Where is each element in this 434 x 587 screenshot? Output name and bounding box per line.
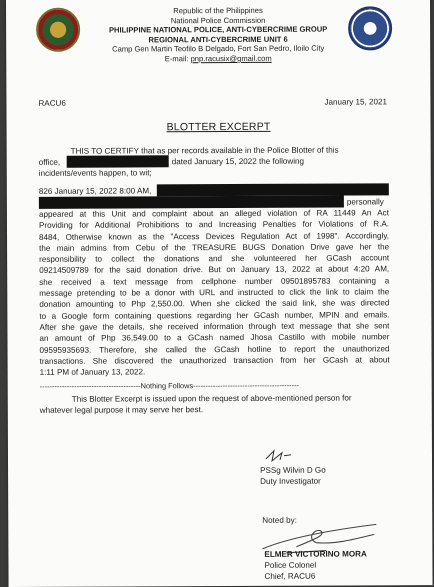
narrative-line: Providing for Additional Prohibitions to and Increasing Penalties for Violations of R.A. bbox=[38, 219, 390, 231]
email-link[interactable]: pnp.racusix@gmail.com bbox=[190, 53, 272, 64]
narrative-line: an amount of Php 36,549.00 to a GCash named Jhosa Castillo with mobile number bbox=[39, 332, 390, 344]
narrative-line: to a Google form containing questions regarding her GCash number, MPIN and emails. bbox=[39, 310, 390, 321]
intro-line1: THIS TO CERTIFY that as per records available in the Police Blotter of this bbox=[70, 145, 339, 156]
narrative-line: she received a text message from cellphone number 09501895783 containing a bbox=[39, 276, 390, 287]
narrative-line: 8484, Otherwise known as the "Access Devices Regulation Act of 1998". Accordingly, bbox=[39, 230, 390, 242]
email-label: E-mail: bbox=[164, 54, 189, 64]
redaction-bar bbox=[67, 155, 169, 167]
chief-title: Chief, RACU6 bbox=[264, 571, 316, 581]
document-date: January 15, 2021 bbox=[324, 97, 388, 107]
narrative-line: donation amounting to Php 2,550.00. When she clicked the said link, she was directed bbox=[39, 298, 390, 310]
entry-tail: personally bbox=[346, 197, 384, 207]
chief-name: ELMER VICTORINO MORA bbox=[264, 549, 367, 559]
chief-rank: Police Colonel bbox=[264, 560, 317, 570]
letterhead-line2: National Police Commission bbox=[170, 15, 266, 25]
narrative-line: message pretending to be a donor with URL and instructed to click the link to claim the bbox=[39, 287, 390, 298]
narrative-line: 09214509789 for the said donation drive. But on January 13, 2022 at about 4:20 AM, bbox=[39, 264, 390, 276]
redaction-bar bbox=[157, 183, 389, 196]
letterhead-line3: PHILIPPINE NATIONAL POLICE, ANTI-CYBERCRIME GROUP bbox=[108, 24, 328, 35]
narrative-line: transactions. She discovered the unauthorized transaction from her GCash at about bbox=[39, 355, 390, 366]
letterhead-email-line bbox=[6, 53, 430, 64]
narrative-line: 09595935693. Therefore, she called the GCash hotline to report the unauthorized bbox=[39, 343, 390, 355]
nothing-follows-line: -----------------------------------------Nothing Follows------------------------------------------- bbox=[39, 380, 300, 391]
investigator-name: PSSg Wilvin D Go bbox=[260, 465, 326, 475]
document-title: BLOTTER EXCERPT bbox=[166, 120, 271, 134]
letterhead-line4: REGIONAL ANTI-CYBERCRIME UNIT 6 bbox=[148, 34, 288, 45]
blotter-document bbox=[6, 0, 433, 587]
narrative-line: 1:11 PM of January 13, 2022. bbox=[39, 367, 146, 378]
letterhead bbox=[6, 5, 430, 64]
narrative-line: responsibility to collect the donations and she volunteered her GCash account bbox=[39, 253, 390, 265]
intro-line3: incidents/events happen, to wit; bbox=[38, 168, 152, 178]
entry-header: 826 January 15, 2022 8:00 AM, bbox=[38, 186, 152, 196]
investigator-signature bbox=[264, 447, 294, 465]
closing-line2: whatever legal purpose it may serve her best. bbox=[39, 405, 204, 415]
noted-by-label: Noted by: bbox=[262, 515, 297, 525]
unit-reference: RACU6 bbox=[38, 98, 66, 108]
narrative-line: After she gave the details, she received information through text message that she sent bbox=[39, 321, 390, 332]
investigator-title: Duty Investigator bbox=[260, 476, 321, 486]
narrative-line: the main admins from Cebu of the TREASURE BUGS Donation Drive gave her the bbox=[39, 242, 390, 253]
intro-line2a: office, bbox=[38, 157, 61, 167]
narrative-line: appeared at this Unit and complaint about an alleged violation of RA 11449 An Act bbox=[38, 208, 389, 219]
letterhead-line1: Republic of the Philippines bbox=[173, 5, 263, 16]
incident-narrative bbox=[39, 207, 390, 378]
intro-line2b: dated January 15, 2022 the following bbox=[171, 156, 305, 167]
closing-line1: This Blotter Excerpt is issued upon the request of above-mentioned person for bbox=[71, 393, 352, 404]
letterhead-address: Camp Gen Martin Teofilo B Delgado, Fort San Pedro, Iloilo City bbox=[112, 43, 325, 54]
